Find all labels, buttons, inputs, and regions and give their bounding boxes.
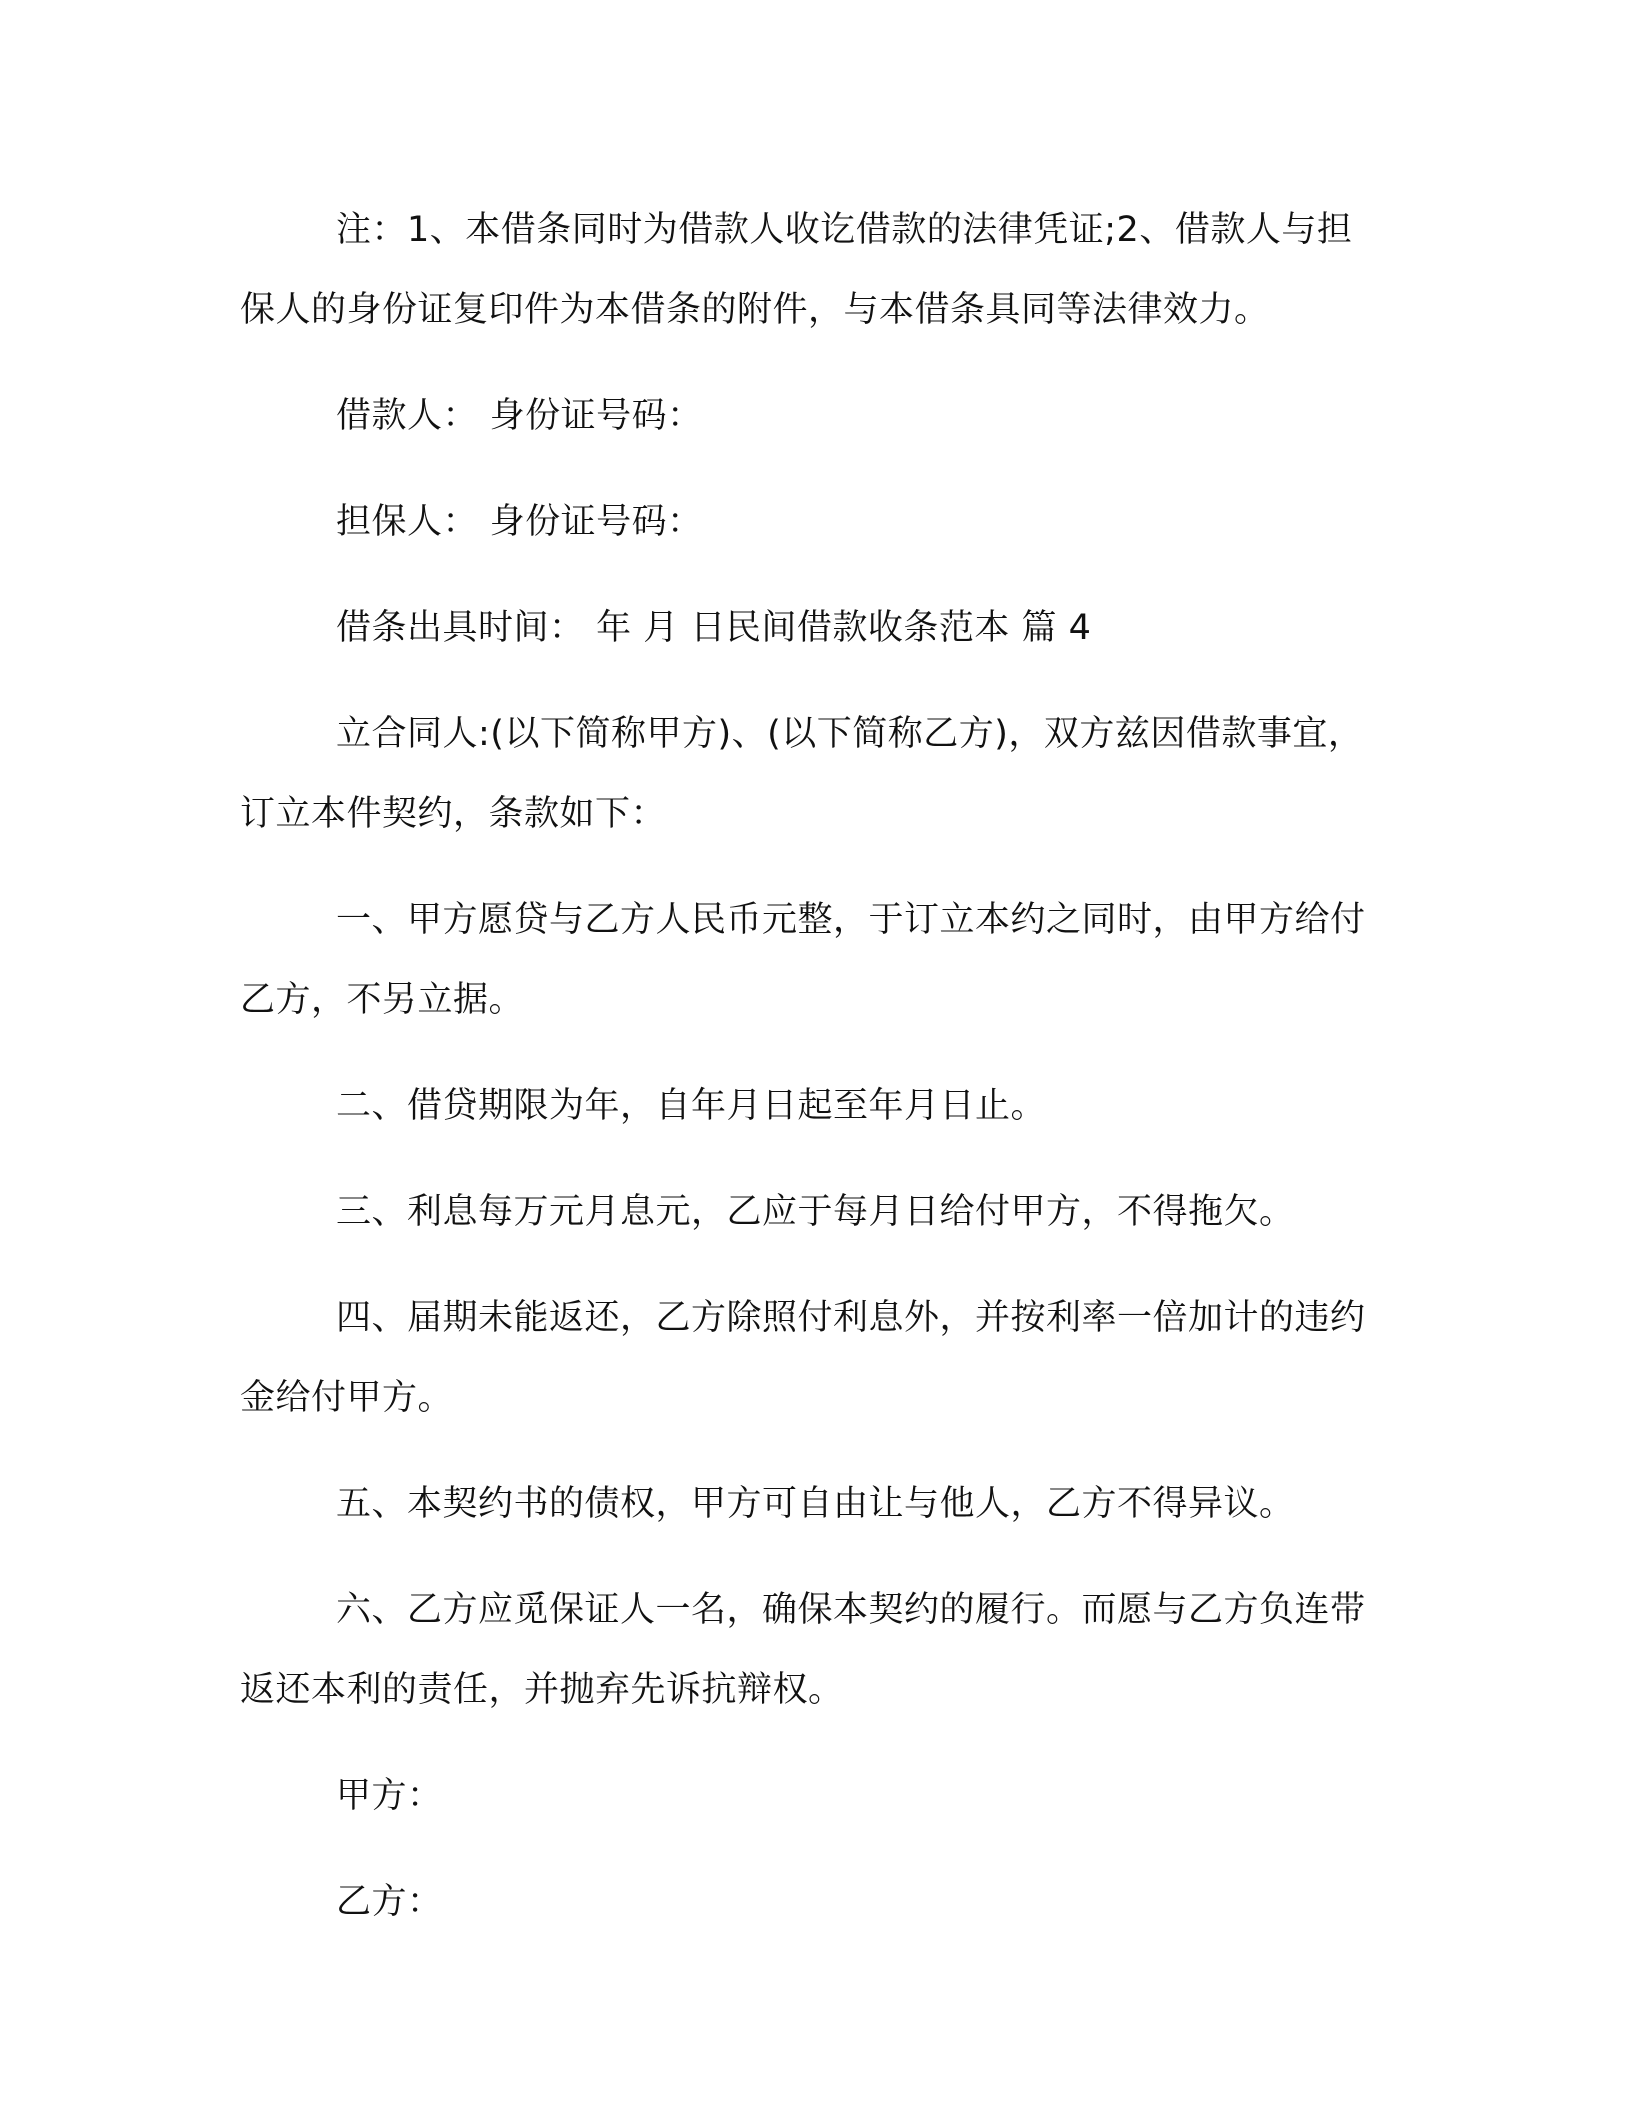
clause-6: 六、乙方应觅保证人一名，确保本契约的履行。而愿与乙方负连带返还本利的责任，并抛弃先诉抗辩权。 (240, 1590, 1366, 1710)
borrower-id-line: 借款人： 身份证号码： (336, 396, 703, 436)
note-paragraph: 注：1、本借条同时为借款人收讫借款的法律凭证;2、借款人与担保人的身份证复印件为本借条的附件，与本借条具同等法律效力。 (240, 210, 1353, 330)
issue-date-heading-line: 借条出具时间： 年 月 日民间借款收条范本 篇 4 (336, 608, 1092, 648)
document-body (240, 190, 1382, 1942)
clause-3: 三、利息每万元月息元，乙应于每月日给付甲方，不得拖欠。 (336, 1192, 1295, 1232)
clause-4: 四、届期未能返还，乙方除照付利息外，并按利率一倍加计的违约金给付甲方。 (240, 1298, 1366, 1418)
guarantor-id-line: 担保人： 身份证号码： (336, 502, 703, 542)
party-b-signature-line: 乙方： (336, 1882, 443, 1922)
clause-2: 二、借贷期限为年，自年月日起至年月日止。 (336, 1086, 1047, 1126)
contract-intro-paragraph: 立合同人:(以下简称甲方)、(以下简称乙方)，双方兹因借款事宜，订立本件契约，条款如下： (240, 714, 1364, 834)
clause-1: 一、甲方愿贷与乙方人民币元整，于订立本约之同时，由甲方给付乙方，不另立据。 (240, 900, 1366, 1020)
clause-5: 五、本契约书的债权，甲方可自由让与他人，乙方不得异议。 (336, 1484, 1295, 1524)
party-a-signature-line: 甲方： (336, 1776, 443, 1816)
